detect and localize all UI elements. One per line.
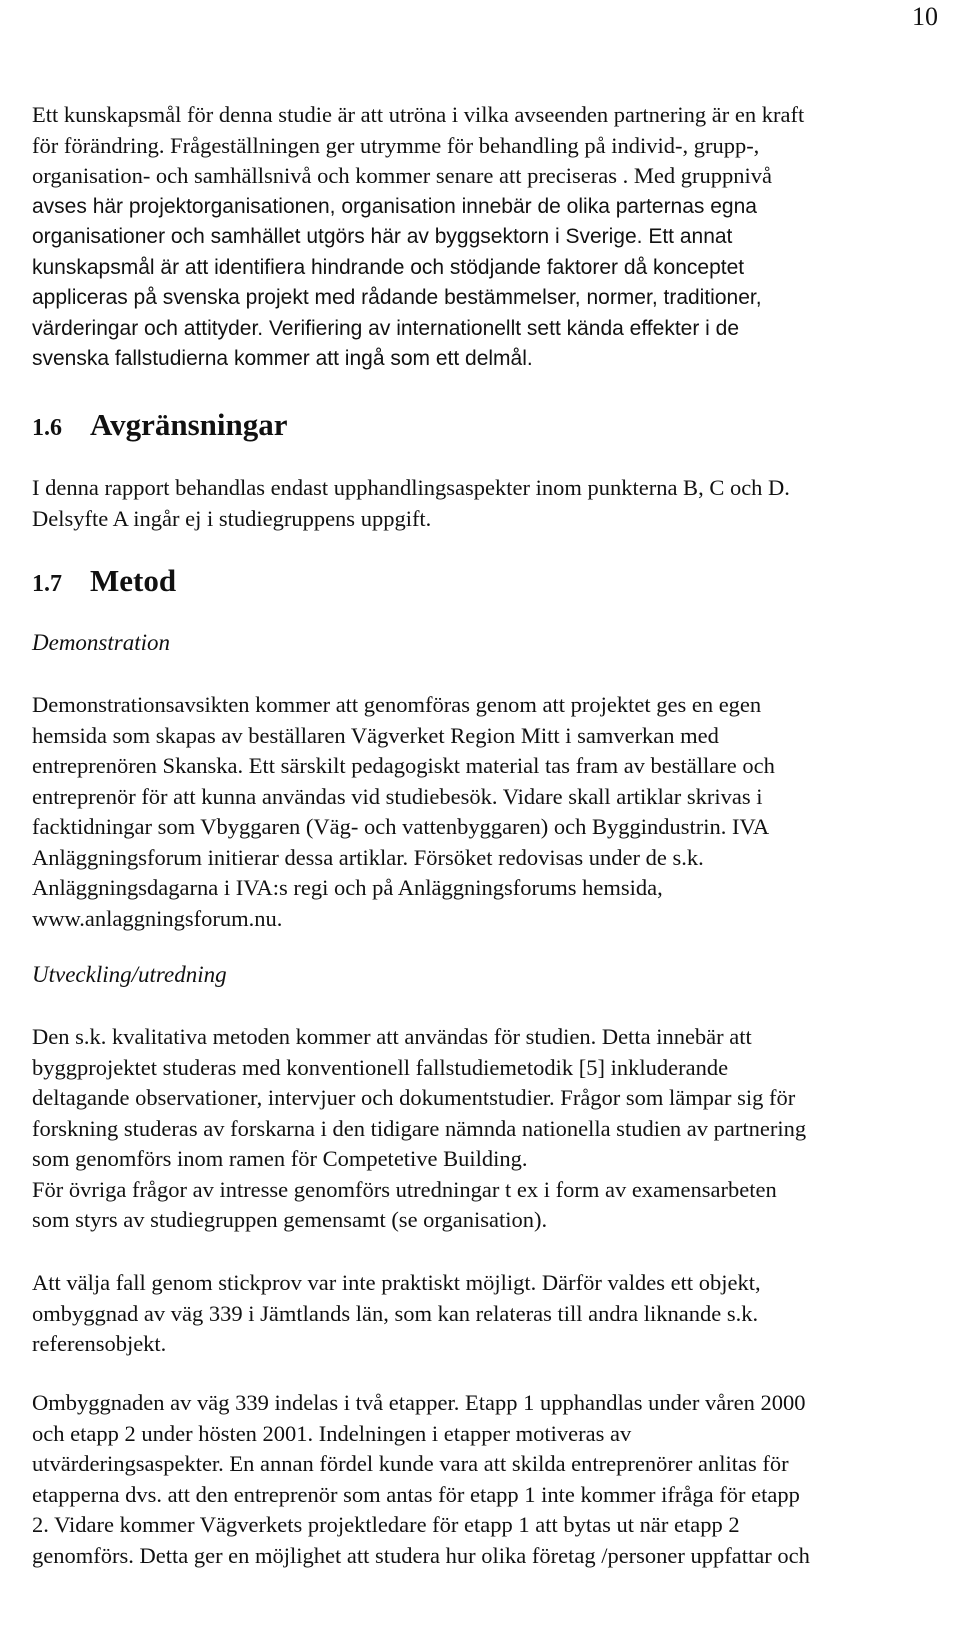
section-number: 1.7	[32, 571, 62, 597]
text-line: Att välja fall genom stickprov var inte praktiskt möjligt. Därför valdes ett objekt,	[32, 1270, 761, 1295]
text-line: Ett kunskapsmål för denna studie är att utröna i vilka avseenden partnering är en kraft	[32, 102, 805, 127]
text-line: Demonstrationsavsikten kommer att genomföras genom att projektet ges en egen	[32, 692, 762, 717]
text-line: genomförs. Detta ger en möjlighet att studera hur olika företag /personer uppfattar och	[32, 1542, 810, 1568]
text-line: utvärderingsaspekter. En annan fördel kunde vara att skilda entreprenörer anlitas för	[32, 1451, 789, 1476]
text-line: svenska fallstudierna kommer att ingå som ett delmål.	[32, 347, 533, 370]
text-line: referensobjekt.	[32, 1331, 167, 1356]
text-line: facktidningar som Vbyggaren (Väg- och vattenbyggaren) och Byggindustrin. IVA	[32, 814, 770, 839]
text-line: värderingar och attityder. Verifiering av internationellt sett kända effekter i de	[32, 316, 740, 340]
text-line: för förändring. Frågeställningen ger utrymme för behandling på individ-, grupp-,	[32, 132, 760, 158]
text-line: deltagande observationer, intervjuer och dokumentstudier. Frågor som lämpar sig för	[32, 1085, 796, 1110]
text-line: För övriga frågor av intresse genomförs utredningar t ex i form av examensarbeten	[32, 1176, 777, 1202]
text-line: Ombyggnaden av väg 339 indelas i två etapper. Etapp 1 upphandlas under våren 2000	[32, 1390, 806, 1415]
intro-paragraph	[32, 100, 952, 375]
text-line: organisationer och samhället utgörs här av byggsektorn i Sverige. Ett annat	[32, 225, 733, 248]
text-line: ombyggnad av väg 339 i Jämtlands län, som kan relateras till andra liknande s.k.	[32, 1300, 759, 1326]
section-title: Avgränsningar	[90, 407, 288, 442]
text-line: Den s.k. kvalitativa metoden kommer att användas för studien. Detta innebär att	[32, 1024, 752, 1049]
text-line: 2. Vidare kommer Vägverkets projektledare för etapp 1 att bytas ut när etapp 2	[32, 1512, 740, 1537]
demonstration-paragraph	[32, 690, 952, 934]
text-line: Delsyfte A ingår ej i studiegruppens uppgift.	[32, 505, 432, 531]
text-line: Anläggningsdagarna i IVA:s regi och på Anläggningsforums hemsida,	[32, 875, 663, 900]
subheading-demonstration: Demonstration	[32, 630, 170, 655]
text-line: och etapp 2 under hösten 2001. Indelningen i etapper motiveras av	[32, 1420, 632, 1446]
text-line: hemsida som skapas av beställaren Vägverket Region Mitt i samverkan med	[32, 722, 719, 748]
utveckling-paragraph-3	[32, 1388, 952, 1571]
text-line: appliceras på svenska projekt med rådande bestämmelser, normer, traditioner,	[32, 286, 762, 309]
text-line: byggprojektet studeras med konventionell fallstudiemetodik [5] inkluderande	[32, 1054, 729, 1080]
text-line: som genomförs inom ramen för Competetive Building.	[32, 1146, 528, 1171]
section-heading-1-6	[32, 407, 288, 443]
text-line: entreprenören Skanska. Ett särskilt pedagogiskt material tas fram av beställare och	[32, 753, 775, 778]
text-line: www.anlaggningsforum.nu.	[32, 905, 283, 931]
section-heading-1-7	[32, 563, 176, 599]
text-line: I denna rapport behandlas endast upphandlingsaspekter inom punkterna B, C och D.	[32, 475, 790, 500]
section-number: 1.6	[32, 415, 62, 441]
utveckling-paragraph-2	[32, 1268, 952, 1360]
subheading-utveckling: Utveckling/utredning	[32, 962, 227, 987]
section-title: Metod	[90, 563, 177, 598]
text-line: entreprenör för att kunna användas vid studiebesök. Vidare skall artiklar skrivas i	[32, 783, 763, 809]
section-1-6-paragraph	[32, 473, 952, 534]
utveckling-paragraph-1	[32, 1022, 952, 1236]
page-number: 10	[912, 2, 938, 31]
text-line: Anläggningsforum initierar dessa artiklar. Försöket redovisas under de s.k.	[32, 844, 704, 870]
text-line: etapperna dvs. att den entreprenör som antas för etapp 1 inte kommer ifråga för etapp	[32, 1481, 800, 1507]
text-line: som styrs av studiegruppen gemensamt (se organisation).	[32, 1207, 548, 1232]
text-line: kunskapsmål är att identifiera hindrande och stödjande faktorer då konceptet	[32, 255, 745, 279]
text-line: forskning studeras av forskarna i den tidigare nämnda nationella studien av partnering	[32, 1115, 807, 1141]
text-line: avses här projektorganisationen, organisation innebär de olika parternas egna	[32, 194, 757, 218]
text-line: organisation- och samhällsnivå och kommer senare att preciseras . Med gruppnivå	[32, 163, 772, 188]
